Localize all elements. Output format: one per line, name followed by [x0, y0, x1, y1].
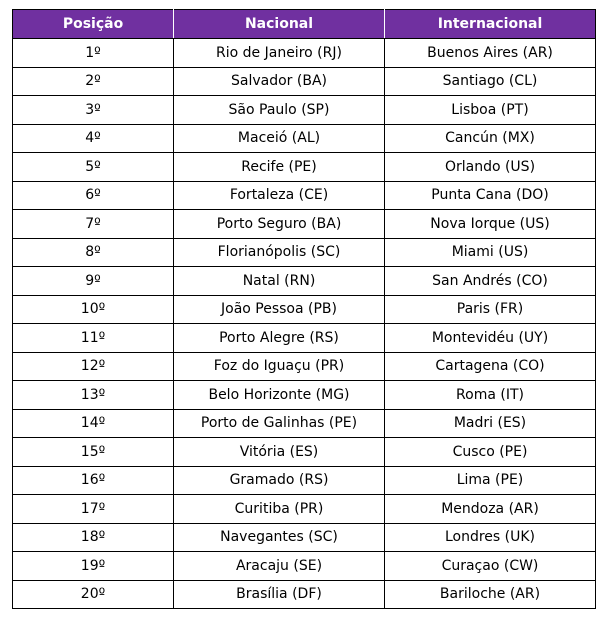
international-destination-cell: Lisboa (PT) — [385, 96, 596, 125]
table-row — [13, 552, 596, 581]
national-destination-cell: Rio de Janeiro (RJ) — [174, 39, 385, 68]
international-destination-cell: San Andrés (CO) — [385, 267, 596, 296]
position-cell: 17º — [13, 495, 174, 524]
position-cell: 15º — [13, 438, 174, 467]
table-row — [13, 495, 596, 524]
national-destination-cell: João Pessoa (PB) — [174, 295, 385, 324]
national-destination-cell: Porto Seguro (BA) — [174, 210, 385, 239]
table-row — [13, 210, 596, 239]
international-destination-cell: Cusco (PE) — [385, 438, 596, 467]
position-cell: 13º — [13, 381, 174, 410]
national-destination-cell: Gramado (RS) — [174, 466, 385, 495]
national-destination-cell: Salvador (BA) — [174, 67, 385, 96]
national-destination-cell: Vitória (ES) — [174, 438, 385, 467]
international-destination-cell: Santiago (CL) — [385, 67, 596, 96]
international-destination-cell: Mendoza (AR) — [385, 495, 596, 524]
position-cell: 18º — [13, 523, 174, 552]
position-cell: 14º — [13, 409, 174, 438]
international-destination-cell: Bariloche (AR) — [385, 580, 596, 609]
national-destination-cell: Curitiba (PR) — [174, 495, 385, 524]
national-destination-cell: Foz do Iguaçu (PR) — [174, 352, 385, 381]
position-cell: 4º — [13, 124, 174, 153]
table-row — [13, 295, 596, 324]
position-cell: 10º — [13, 295, 174, 324]
international-destination-cell: Londres (UK) — [385, 523, 596, 552]
national-destination-cell: Porto Alegre (RS) — [174, 324, 385, 353]
national-destination-cell: Fortaleza (CE) — [174, 181, 385, 210]
international-destination-cell: Nova Iorque (US) — [385, 210, 596, 239]
international-destination-cell: Lima (PE) — [385, 466, 596, 495]
table-row — [13, 381, 596, 410]
national-destination-cell: Belo Horizonte (MG) — [174, 381, 385, 410]
position-cell: 2º — [13, 67, 174, 96]
table-row — [13, 352, 596, 381]
national-destination-cell: Brasília (DF) — [174, 580, 385, 609]
table-row — [13, 124, 596, 153]
position-cell: 16º — [13, 466, 174, 495]
table-row — [13, 324, 596, 353]
destinations-ranking-table — [12, 9, 596, 609]
national-destination-cell: Recife (PE) — [174, 153, 385, 182]
international-destination-cell: Roma (IT) — [385, 381, 596, 410]
table-row — [13, 238, 596, 267]
table-row — [13, 153, 596, 182]
national-destination-cell: Navegantes (SC) — [174, 523, 385, 552]
header-position: Posição — [13, 10, 174, 39]
position-cell: 1º — [13, 39, 174, 68]
table-row — [13, 466, 596, 495]
header-international: Internacional — [385, 10, 596, 39]
position-cell: 8º — [13, 238, 174, 267]
table-row — [13, 438, 596, 467]
table-row — [13, 580, 596, 609]
international-destination-cell: Punta Cana (DO) — [385, 181, 596, 210]
international-destination-cell: Orlando (US) — [385, 153, 596, 182]
international-destination-cell: Paris (FR) — [385, 295, 596, 324]
position-cell: 12º — [13, 352, 174, 381]
international-destination-cell: Madri (ES) — [385, 409, 596, 438]
table-row — [13, 267, 596, 296]
national-destination-cell: Aracaju (SE) — [174, 552, 385, 581]
international-destination-cell: Cancún (MX) — [385, 124, 596, 153]
table-row — [13, 96, 596, 125]
international-destination-cell: Cartagena (CO) — [385, 352, 596, 381]
position-cell: 9º — [13, 267, 174, 296]
national-destination-cell: Porto de Galinhas (PE) — [174, 409, 385, 438]
table-body — [13, 39, 596, 609]
international-destination-cell: Buenos Aires (AR) — [385, 39, 596, 68]
international-destination-cell: Curaçao (CW) — [385, 552, 596, 581]
national-destination-cell: Natal (RN) — [174, 267, 385, 296]
national-destination-cell: São Paulo (SP) — [174, 96, 385, 125]
national-destination-cell: Florianópolis (SC) — [174, 238, 385, 267]
table-row — [13, 39, 596, 68]
position-cell: 3º — [13, 96, 174, 125]
position-cell: 5º — [13, 153, 174, 182]
table-row — [13, 181, 596, 210]
position-cell: 11º — [13, 324, 174, 353]
table-row — [13, 67, 596, 96]
position-cell: 6º — [13, 181, 174, 210]
ranking-table-container — [12, 9, 595, 609]
table-header-row — [13, 10, 596, 39]
position-cell: 20º — [13, 580, 174, 609]
national-destination-cell: Maceió (AL) — [174, 124, 385, 153]
international-destination-cell: Montevidéu (UY) — [385, 324, 596, 353]
position-cell: 7º — [13, 210, 174, 239]
position-cell: 19º — [13, 552, 174, 581]
header-national: Nacional — [174, 10, 385, 39]
international-destination-cell: Miami (US) — [385, 238, 596, 267]
table-row — [13, 523, 596, 552]
table-row — [13, 409, 596, 438]
